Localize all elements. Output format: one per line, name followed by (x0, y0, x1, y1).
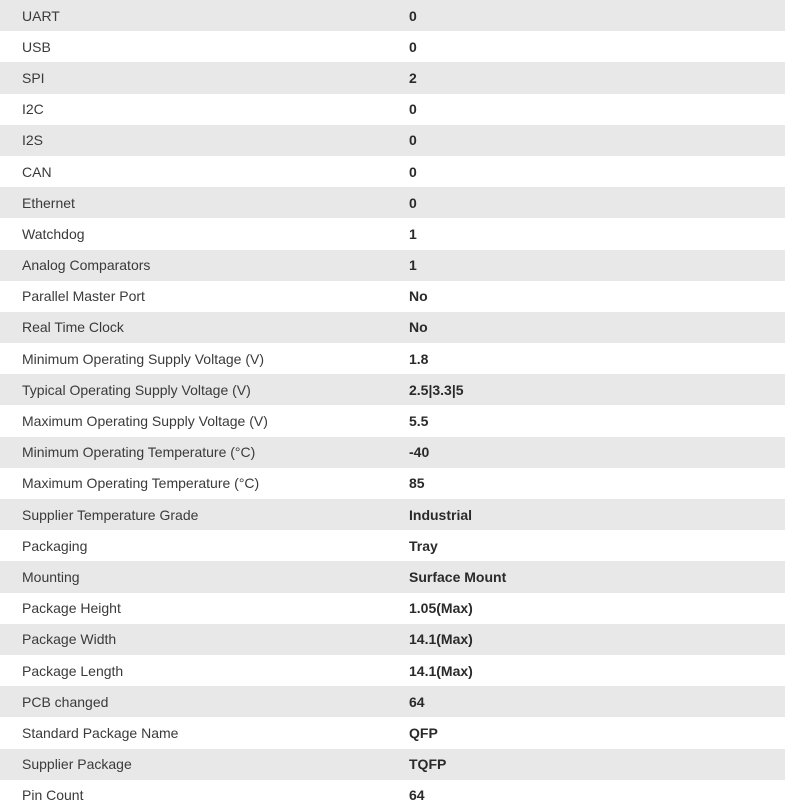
spec-value: 1 (409, 225, 417, 242)
spec-label: PCB changed (22, 693, 109, 710)
spec-row-i2c (0, 94, 785, 125)
spec-row-pcb-changed (0, 686, 785, 717)
spec-value: 0 (409, 38, 417, 55)
spec-value: 1.8 (409, 350, 429, 367)
spec-label: UART (22, 7, 60, 24)
spec-label: Analog Comparators (22, 257, 151, 274)
spec-value: 0 (409, 7, 417, 24)
spec-value: Tray (409, 537, 438, 554)
spec-label: Pin Count (22, 787, 84, 804)
spec-row-watchdog (0, 218, 785, 249)
spec-value: 85 (409, 475, 425, 492)
spec-value: 1 (409, 257, 417, 274)
spec-value: -40 (409, 444, 430, 461)
spec-label: Minimum Operating Temperature (°C) (22, 444, 256, 461)
spec-row-real-time-clock (0, 312, 785, 343)
spec-label: Watchdog (22, 225, 85, 242)
spec-label: Parallel Master Port (22, 288, 145, 305)
spec-value: 2 (409, 69, 417, 86)
spec-row-mounting (0, 561, 785, 592)
spec-label: Supplier Package (22, 756, 132, 773)
spec-label: Package Height (22, 600, 121, 617)
spec-value: 64 (409, 787, 425, 804)
spec-label: Package Width (22, 631, 117, 648)
spec-label: USB (22, 38, 51, 55)
spec-label: Maximum Operating Temperature (°C) (22, 475, 260, 492)
spec-row-spi (0, 62, 785, 93)
spec-label: Maximum Operating Supply Voltage (V) (22, 413, 268, 430)
spec-row-uart (0, 0, 785, 31)
spec-row-parallel-master-port (0, 281, 785, 312)
spec-value: Industrial (409, 506, 473, 523)
spec-value: No (409, 288, 428, 305)
spec-label: CAN (22, 163, 52, 180)
spec-value: Surface Mount (409, 568, 507, 585)
spec-row-standard-package-name (0, 717, 785, 748)
spec-row-max-supply-voltage (0, 405, 785, 436)
spec-row-i2s (0, 125, 785, 156)
spec-label: Standard Package Name (22, 724, 179, 741)
spec-row-min-supply-voltage (0, 343, 785, 374)
spec-row-package-width (0, 624, 785, 655)
spec-row-max-temperature (0, 468, 785, 499)
spec-label: SPI (22, 69, 45, 86)
spec-value: 0 (409, 163, 417, 180)
spec-label: Package Length (22, 662, 124, 679)
spec-label: Real Time Clock (22, 319, 124, 336)
spec-value: 0 (409, 194, 417, 211)
spec-label: Packaging (22, 537, 88, 554)
spec-row-ethernet (0, 187, 785, 218)
spec-label: Typical Operating Supply Voltage (V) (22, 381, 251, 398)
spec-value: 64 (409, 693, 425, 710)
spec-row-package-height (0, 593, 785, 624)
spec-value: 5.5 (409, 413, 429, 430)
spec-label: Minimum Operating Supply Voltage (V) (22, 350, 264, 367)
spec-row-min-temperature (0, 437, 785, 468)
spec-value: TQFP (409, 756, 447, 773)
spec-row-package-length (0, 655, 785, 686)
spec-row-usb (0, 31, 785, 62)
spec-label: I2S (22, 132, 44, 149)
spec-row-temperature-grade (0, 499, 785, 530)
spec-label: Mounting (22, 568, 80, 585)
spec-value: 0 (409, 132, 417, 149)
spec-label: I2C (22, 101, 44, 118)
spec-label: Supplier Temperature Grade (22, 506, 199, 523)
spec-value: QFP (409, 724, 438, 741)
spec-value: 0 (409, 101, 417, 118)
spec-row-packaging (0, 530, 785, 561)
spec-value: 2.5|3.3|5 (409, 381, 464, 398)
spec-value: No (409, 319, 428, 336)
spec-row-can (0, 156, 785, 187)
spec-row-analog-comparators (0, 250, 785, 281)
spec-value: 14.1(Max) (409, 631, 473, 648)
spec-row-typical-supply-voltage (0, 374, 785, 405)
spec-label: Ethernet (22, 194, 75, 211)
spec-row-pin-count (0, 780, 785, 811)
spec-value: 1.05(Max) (409, 600, 473, 617)
spec-value: 14.1(Max) (409, 662, 473, 679)
spec-row-supplier-package (0, 749, 785, 780)
